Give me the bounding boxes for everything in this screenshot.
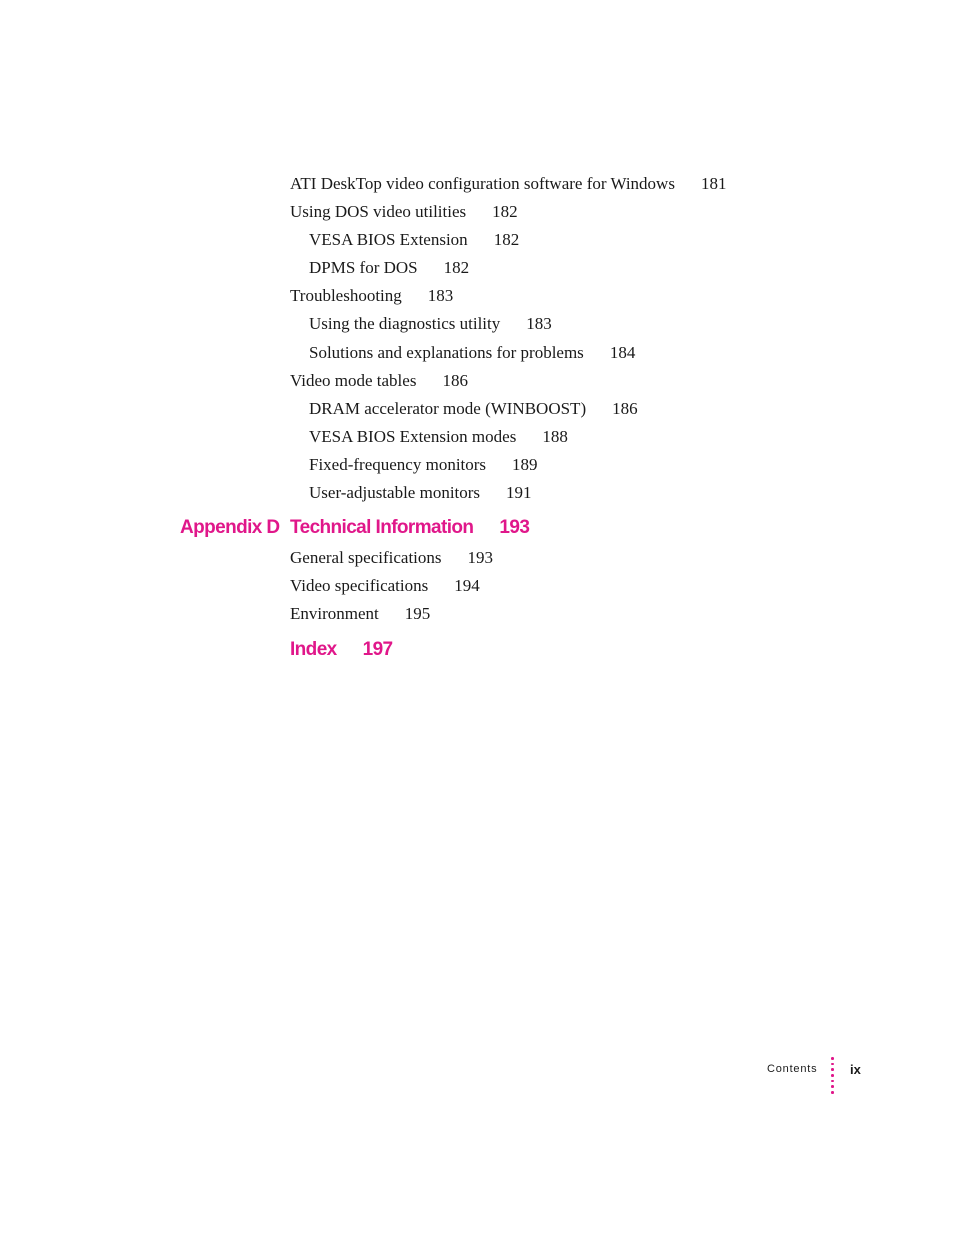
toc-entry-title: Using the diagnostics utility [309,314,501,333]
toc-subentry[interactable] [309,455,538,475]
toc-entry-title: ATI DeskTop video configuration software for Windows [290,174,675,193]
toc-entry-page: 184 [609,343,636,362]
toc-entry-title: Environment [290,604,379,623]
toc-entry-page: 186 [612,399,638,418]
toc-entry-page: 188 [542,427,568,446]
appendix-heading[interactable] [290,517,529,539]
toc-entry[interactable] [290,548,493,568]
toc-entry-title: Troubleshooting [290,286,402,305]
toc-subentry[interactable] [309,483,532,503]
toc-entry-title: DRAM accelerator mode (WINBOOST) [309,399,587,418]
toc-entry-page: 182 [492,202,518,221]
toc-entry-title: General specifications [290,548,442,567]
toc-entry[interactable] [290,202,518,222]
toc-entry-page: 182 [443,258,470,277]
toc-subentry[interactable] [309,314,552,334]
toc-entry-title: Video specifications [290,576,429,595]
index-heading[interactable] [290,639,393,661]
toc-entry-title: Solutions and explanations for problems [309,343,584,362]
toc-entry-page: 183 [526,314,552,333]
index-title: Index [290,639,337,660]
toc-entry-title: User-adjustable monitors [309,483,481,502]
toc-entry-page: 183 [427,286,454,305]
toc-entry-title: Video mode tables [290,371,417,390]
toc-entry-page: 191 [506,483,532,502]
appendix-label: Appendix D [180,517,280,538]
toc-entry-page: 195 [404,604,431,623]
toc-entry-page: 181 [700,174,727,193]
toc-entry-page: 189 [512,455,538,474]
toc-entry-title: VESA BIOS Extension modes [309,427,517,446]
toc-entry[interactable] [290,604,430,624]
toc-subentry[interactable] [309,399,638,419]
toc-entry-title: Using DOS video utilities [290,202,467,221]
toc-subentry[interactable] [309,343,635,363]
toc-entry[interactable] [290,371,468,391]
toc-entry-page: 182 [493,230,520,249]
footer-page-number: ix [850,1062,861,1077]
toc-entry-page: 193 [467,548,494,567]
toc-entry-page: 186 [442,371,468,390]
toc-subentry[interactable] [309,258,469,278]
toc-subentry[interactable] [309,230,519,250]
toc-entry[interactable] [290,286,453,306]
dotted-rule-decoration [831,1057,834,1095]
toc-entry[interactable] [290,174,726,194]
index-page: 197 [362,639,393,660]
toc-entry-page: 194 [454,576,480,595]
toc-entry-title: Fixed-frequency monitors [309,455,487,474]
toc-entry[interactable] [290,576,480,596]
toc-entry-title: DPMS for DOS [309,258,418,277]
toc-subentry[interactable] [309,427,568,447]
toc-entry-title: VESA BIOS Extension [309,230,468,249]
appendix-title: Technical Information [290,517,474,538]
appendix-page: 193 [499,517,530,538]
footer-section-label: Contents [767,1063,818,1075]
